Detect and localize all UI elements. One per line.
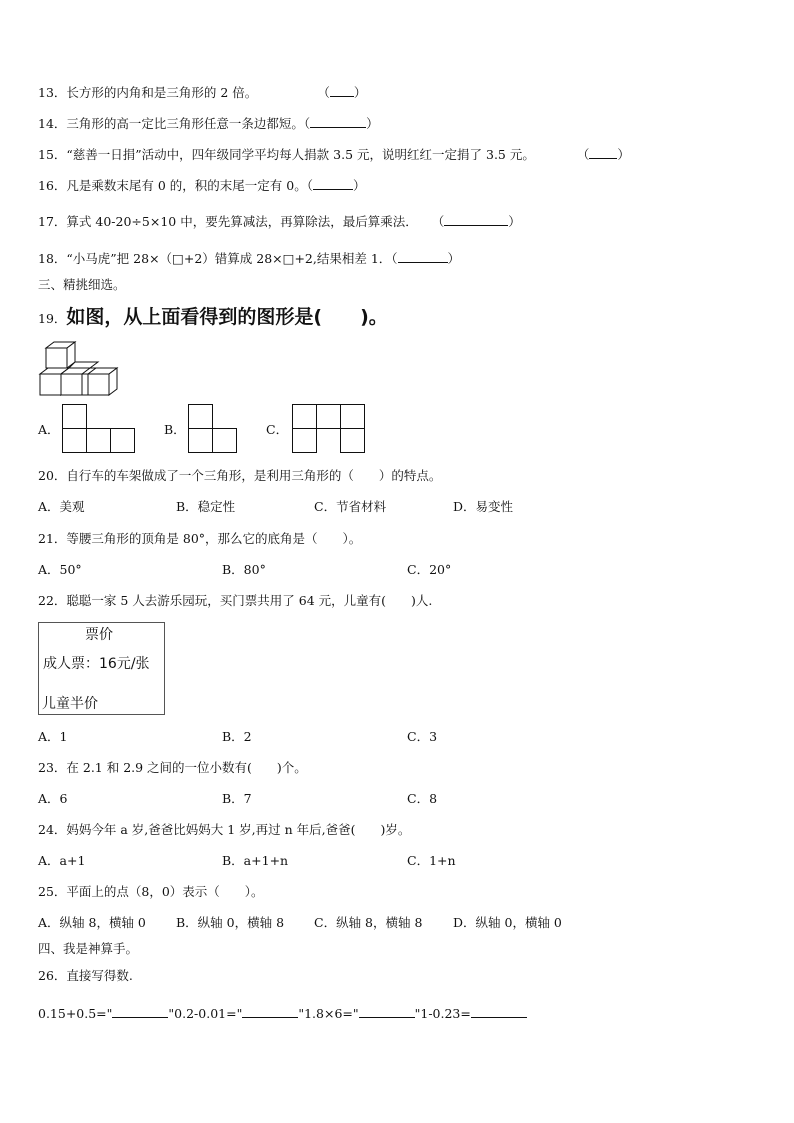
question-17: 17．算式 40-20÷5×10 中，要先算减法，再算除法，最后算乘法． （ ） [38,214,521,229]
question-20: 20．自行车的车架做成了一个三角形，是利用三角形的（ ）的特点。 [38,468,442,483]
question-15-text: 15．“慈善一日捐”活动中，四年级同学平均每人捐款 3.5 元，说明红红一定捐了 3.5 元。 [38,147,535,162]
option-24-a[interactable]: A．a+1 [38,853,86,868]
section-4-heading: 四、我是神算手。 [38,941,139,956]
calc-item-4: "1-0.23= [414,1006,471,1021]
answer-blank-14[interactable] [310,115,366,128]
question-25: 25．平面上的点（8，0）表示（ ）。 [38,884,264,899]
option-24-b[interactable]: B．a+1+n [222,853,289,868]
calc-answer-3[interactable] [359,1005,415,1018]
calc-answer-4[interactable] [471,1005,527,1018]
question-17-text: 17．算式 40-20÷5×10 中，要先算减法，再算除法，最后算乘法． [38,214,418,229]
calc-item-1: 0.15+0.5=" [38,1006,113,1021]
answer-blank-16[interactable] [313,177,353,190]
option-25-d[interactable]: D．纵轴 0，横轴 0 [453,915,562,930]
option-25-a[interactable]: A．纵轴 8，横轴 0 [38,915,146,930]
answer-blank-18[interactable] [398,250,448,263]
ticket-adult-price: 成人票：16元/张 [43,656,150,672]
question-14-text: 14．三角形的高一定比三角形任意一条边都短。（ [38,116,311,131]
option-20-a[interactable]: A．美观 [38,499,85,514]
calc-item-2: "0.2-0.01=" [168,1006,243,1021]
answer-blank-15[interactable] [589,146,617,159]
answer-blank-17[interactable] [444,213,508,226]
option-21-b[interactable]: B．80° [222,562,266,577]
question-26-calculations [38,1005,527,1022]
option-24-c[interactable]: C．1+n [407,853,456,868]
section-3-heading: 三、精挑细选。 [38,277,126,292]
option-22-b[interactable]: B．2 [222,729,252,744]
calc-answer-2[interactable] [242,1005,298,1018]
question-18-text: 18．“小马虎”把 28×（□+2）错算成 28×□+2,结果相差 1．（ [38,251,398,266]
option-22-a[interactable]: A．1 [38,729,68,744]
question-19-text: 如图，从上面看得到的图形是( )。 [66,306,388,328]
question-21: 21．等腰三角形的顶角是 80°，那么它的底角是（ ）。 [38,531,362,546]
question-13-text: 13．长方形的内角和是三角形的 2 倍。 [38,85,258,100]
option-25-c[interactable]: C．纵轴 8，横轴 8 [314,915,423,930]
answer-blank-13[interactable] [330,84,354,97]
calc-item-3: "1.8×6=" [298,1006,359,1021]
cube-figure [38,340,128,398]
question-22: 22．聪聪一家 5 人去游乐园玩，买门票共用了 64 元，儿童有( )人. [38,593,433,608]
option-19-a-label[interactable]: A． [38,422,60,437]
question-19 [38,305,388,329]
option-25-b[interactable]: B．纵轴 0，横轴 8 [176,915,285,930]
option-20-c[interactable]: C．节省材料 [314,499,387,514]
option-21-a[interactable]: A．50° [38,562,82,577]
option-22-c[interactable]: C．3 [407,729,438,744]
question-14: 14．三角形的高一定比三角形任意一条边都短。（ ） [38,116,379,131]
question-16-text: 16．凡是乘数末尾有 0 的，积的末尾一定有 0。（ [38,178,313,193]
ticket-child-price: 儿童半价 [42,696,98,712]
question-26: 26．直接写得数. [38,968,133,983]
question-23: 23．在 2.1 和 2.9 之间的一位小数有( )个。 [38,760,307,775]
option-23-b[interactable]: B．7 [222,791,252,806]
question-18: 18．“小马虎”把 28×（□+2）错算成 28×□+2,结果相差 1．（ ） [38,251,461,266]
option-23-a[interactable]: A．6 [38,791,68,806]
option-20-d[interactable]: D．易变性 [453,499,514,514]
ticket-title: 票价 [85,627,113,643]
question-13: 13．长方形的内角和是三角形的 2 倍。 （ ） [38,85,367,100]
question-19-number: 19． [38,311,67,326]
ticket-price-box [38,622,165,715]
option-21-c[interactable]: C．20° [407,562,452,577]
option-19-c-label[interactable]: C． [266,422,289,437]
calc-answer-1[interactable] [112,1005,168,1018]
question-24: 24．妈妈今年 a 岁,爸爸比妈妈大 1 岁,再过 n 年后,爸爸( )岁。 [38,822,411,837]
option-20-b[interactable]: B．稳定性 [176,499,236,514]
question-15: 15．“慈善一日捐”活动中，四年级同学平均每人捐款 3.5 元，说明红红一定捐了 3.5 元。 （ ） [38,147,630,162]
option-19-b-label[interactable]: B． [164,422,186,437]
question-16: 16．凡是乘数末尾有 0 的，积的末尾一定有 0。（ ） [38,178,366,193]
option-23-c[interactable]: C．8 [407,791,438,806]
